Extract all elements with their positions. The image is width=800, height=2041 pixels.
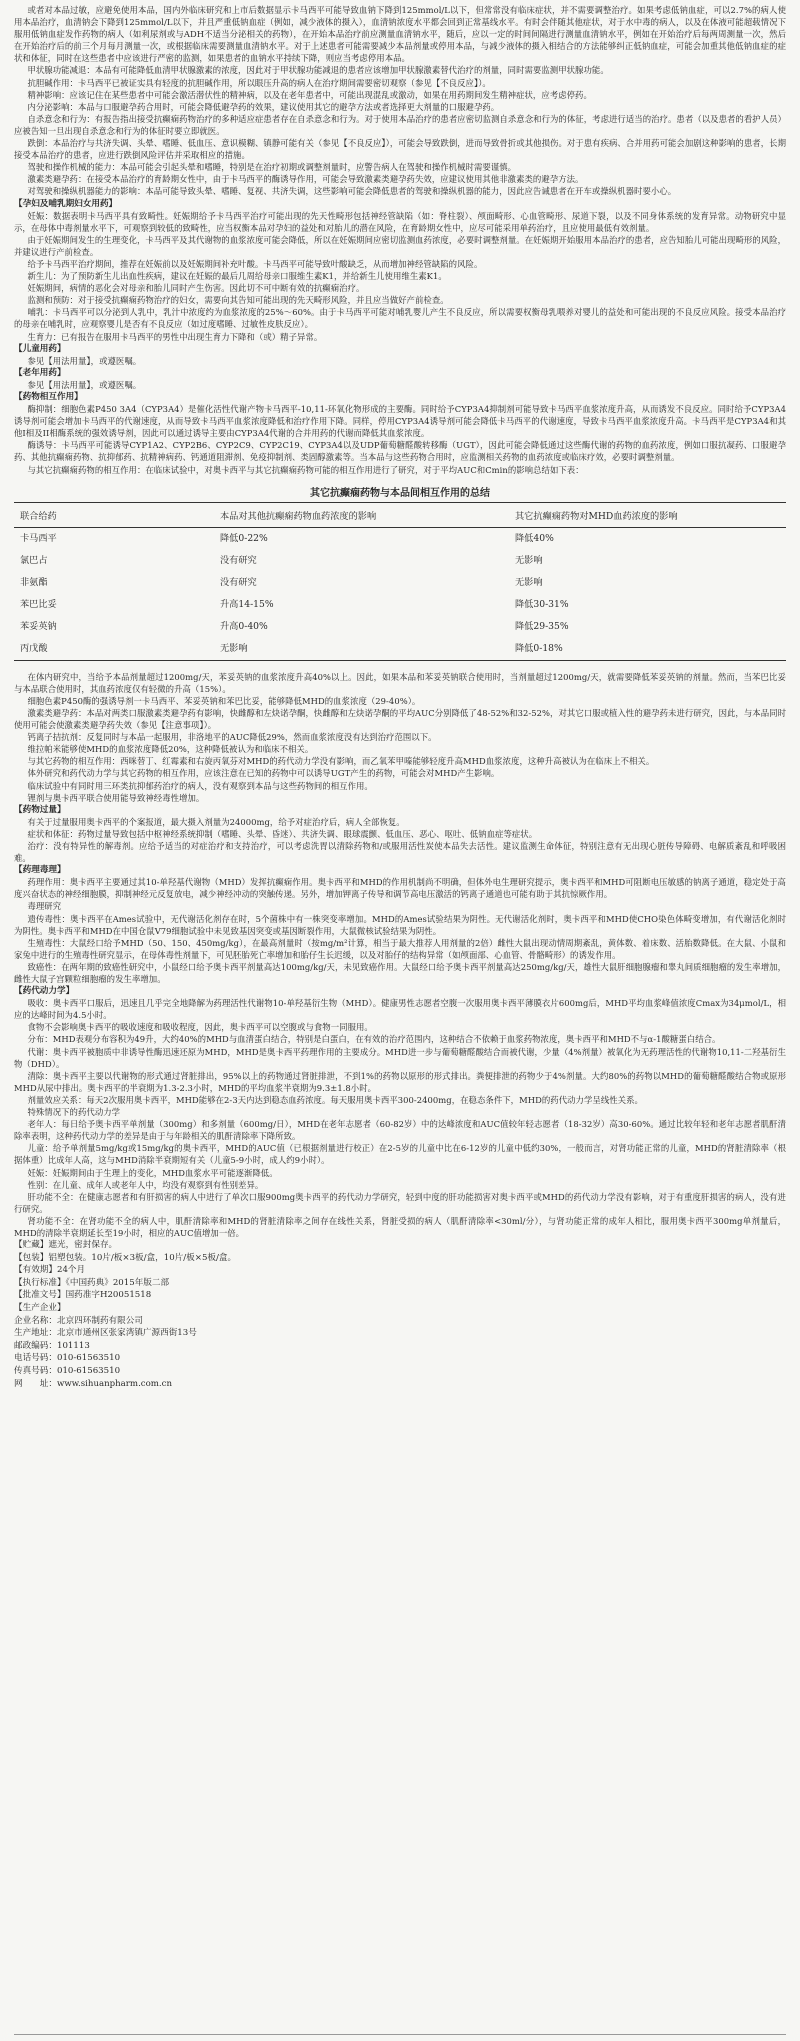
standard-line: [14, 1277, 786, 1290]
paragraph: 给予卡马西平治疗期间，推荐在妊娠前以及妊娠期间补充叶酸。卡马西平可能导致叶酸缺乏，从而增加神经管缺陷的风险。: [27, 258, 483, 269]
paragraph: 内分泌影响：本品与口服避孕药合用时，可能会降低避孕药的效果，建议使用其它的避孕方法或者选择更大剂量的口服避孕药。: [27, 101, 500, 112]
paragraph: 激素类避孕药：本品对两类口服激素类避孕药有影响，快雌醇和左炔诺孕酮，快雌醇和左炔诺孕酮的平均AUC分别降低了48-52%和32-52%，对其它口服或植入性的避孕药未进行研究，因此，与本品同时使用可能会使激素类避孕药失效（参见【注意事项】）。: [14, 707, 786, 731]
table-cell: 升高14-15%: [220, 598, 274, 610]
paragraph: 妊娠：妊娠期间由于生理上的变化，MHD血浆水平可能逐渐降低。: [27, 1167, 278, 1178]
paragraph: 临床试验中有同时用三环类抗抑郁药治疗的病人，没有观察到本品与这些药物间的相互作用。: [27, 780, 373, 791]
paragraph: 药理作用：奥卡西平主要通过其10-单羟基代谢物（MHD）发挥抗癫痫作用。奥卡西平和MHD的作用机制尚不明确，但体外电生理研究提示，奥卡西平和MHD可阻断电压敏感的钠离子通道，稳定处于高度兴奋状态的神经细胞膜，抑制神经元反复放电，减少神经冲动的突触传递。另外，增加钾离子传导和调节高电压激活的钙离子通道也可能有助于其抗惊厥作用。: [14, 877, 786, 900]
paragraph: 驾驶和操作机械的能力：本品可能会引起头晕和嗜睡，特别是在治疗初期或调整剂量时，应警告病人在驾驶和操作机械时需要谨慎。: [27, 162, 517, 173]
field-label: 【贮藏】: [14, 1240, 49, 1251]
field-label: 【执行标准】: [14, 1277, 66, 1288]
table-cell: 氯巴占: [20, 554, 48, 566]
paragraph: 跌倒：本品治疗与共济失调、头晕、嗜睡、低血压、意识模糊、镇静可能有关（参见【不良反应】），可能会导致跌倒，进而导致骨折或其他损伤。对于患有疾病、合并用药可能会加剧这种影响的患者，长期接受本品治疗的患者，应进行跌倒风险评估并采取相应的措施。: [14, 138, 786, 161]
table-cell: 卡马西平: [20, 532, 57, 544]
field-value: 010-61563510: [56, 1353, 121, 1364]
paragraph: 妊娠期间，病情的恶化会对母亲和胎儿同时产生伤害。因此切不可中断有效的抗癫痫治疗。: [27, 283, 365, 294]
table-title: 其它抗癫痫药物与本品间相互作用的总结: [310, 487, 490, 499]
table-cell: 降低0-18%: [515, 642, 563, 654]
section-heading: 【药代动力学】: [14, 986, 75, 997]
paragraph: 在体内研究中，当给予本品剂量超过1200mg/天，苯妥英钠的血浆浓度升高40%以上。因此，如果本品和苯妥英钠联合使用时，当剂量超过1200mg/天，就需要降低苯妥英钠的剂量。然而，当苯巴比妥与本品联合使用时，其血药浓度仅有轻微的升高（15%）。: [14, 671, 786, 694]
table-cell: 无影响: [220, 642, 248, 654]
field-label: 邮政编码：: [14, 1340, 57, 1351]
field-value: 《中国药典》2015年版二部: [65, 1277, 170, 1288]
paragraph: 妊娠：数据表明卡马西平具有致畸性。妊娠期给予卡马西平治疗可能出现的先天性畸形包括神经管缺陷（如：脊柱裂）、颅面畸形、心血管畸形、尿道下裂，以及不同身体系统的发育异常。动物研究中显示，在母体中毒剂量水平下，可观察到较低的致畸性，应当权衡本品对孕妇的益处和对胎儿的潜在风险，在育龄期女性中，应尽可能采用单药治疗，且应使用最低有效剂量。: [14, 210, 786, 233]
interaction-table: [14, 502, 786, 661]
paragraph: 酶诱导：卡马西平可能诱导CYP1A2、CYP2B6、CYP2C9、CYP2C19、CYP3A4以及UDP葡萄糖醛酸转移酶（UGT），因此可能会降低通过这些酶代谢的药物的血药浓度，例如口服抗凝药、口服避孕药、其他抗癫痫药物、抗抑郁药、抗精神病药、钙通道阻滞剂、免疫抑制剂、类固醇激素等。当本品与这些药物合用时，应监测相关药物的血药浓度或临床疗效，必要时调整剂量。: [14, 440, 786, 463]
field-value: 铝塑包装。10片/板×3板/盒，10片/板×5板/盒。: [48, 1252, 237, 1263]
table-cell: 非氨酯: [20, 576, 48, 588]
section-heading: 【儿童用药】: [14, 343, 66, 354]
table-cell: 无影响: [515, 576, 543, 588]
table-cell: 没有研究: [220, 576, 257, 588]
section-heading: 【药物过量】: [14, 804, 66, 815]
table-row: [14, 572, 786, 594]
field-label: 传真号码：: [14, 1366, 57, 1376]
section-heading: 【药物相互作用】: [14, 392, 83, 402]
table-cell: 无影响: [515, 554, 543, 566]
table-cell: 升高0-40%: [220, 620, 268, 632]
validity-line: [14, 1264, 786, 1277]
paragraph: 特殊情况下的药代动力学: [27, 1107, 121, 1118]
package-line: [14, 1252, 786, 1265]
paragraph: 精神影响：应该记住在某些患者中可能会激活潜伏性的精神病，以及在老年患者中，可能出现混乱或激动，如果在用药期间发生精神症状，应考虑停药。: [27, 89, 592, 100]
leaflet-page: [14, 0, 786, 2041]
paragraph: 吸收：奥卡西平口服后，迅速且几乎完全地降解为药理活性代谢物10-单羟基衍生物（MHD）。健康男性志愿者空腹一次服用奥卡西平薄膜衣片600mg后，MHD平均血浆峰值浓度Cmax为34μmol/L，相应的达峰时间为4.5小时。: [14, 998, 786, 1021]
field-value: 010-61563510: [56, 1366, 121, 1376]
manufacturer-line: [14, 1365, 786, 1378]
table-row: [14, 616, 786, 638]
manufacturer-heading: 【生产企业】: [14, 1303, 66, 1314]
paragraph: 食物不会影响奥卡西平的吸收速度和吸收程度，因此，奥卡西平可以空腹或与食物一同服用。: [27, 1022, 373, 1033]
pregnancy-section: [14, 198, 786, 343]
table-cell: 降低0-22%: [220, 532, 268, 544]
manufacturer-line: [14, 1315, 786, 1328]
field-value: 北京市通州区张家湾镇广源西街13号: [56, 1328, 197, 1339]
paragraph: 体外研究和药代动力学与其它药物的相互作用，应该注意在已知的药物中可以诱导UGT产生的药物，可能会对MHD产生影响。: [27, 768, 500, 779]
paragraph: 与其它抗癫痫药物的相互作用：在临床试验中，对奥卡西平与其它抗癫痫药物可能的相互作用进行了研究，对于平均AUC和Cmin的影响总结如下表：: [27, 464, 584, 475]
table-cell: 降低40%: [515, 532, 554, 544]
field-value: 24个月: [56, 1265, 86, 1276]
paragraph: 生育力：已有报告在服用卡马西平的男性中出现生育力下降和（或）精子异常。: [27, 331, 323, 342]
table-cell: 苯妥英钠: [20, 620, 57, 632]
paragraph: 治疗：没有特异性的解毒剂。应给予适当的对症治疗和支持治疗，可以考虑洗胃以清除药物和/或服用活性炭使本品失去活性。建议监测生命体征，特别注意有无出现心脏传导障碍、电解质紊乱和呼吸困难。: [14, 840, 786, 864]
paragraph: 激素类避孕药：在接受本品治疗的育龄期女性中，由于卡马西平的酶诱导作用，可能会导致激素类避孕药失效，应建议使用其他非激素类的避孕方法。: [27, 174, 584, 185]
table-header-row: [14, 502, 786, 527]
table-cell: 丙戊酸: [20, 642, 48, 654]
paragraph: 甲状腺功能减退：本品有可能降低血清甲状腺激素的浓度，因此对于甲状腺功能减退的患者应该增加甲状腺激素替代治疗的剂量，同时需要监测甲状腺功能。: [27, 65, 609, 76]
field-label: 电话号码：: [14, 1353, 57, 1364]
paragraph: 毒理研究: [27, 901, 62, 912]
geriatric-section: [14, 367, 786, 391]
paragraph: 对驾驶和操纵机器能力的影响：本品可能导致头晕、嗜睡、复视、共济失调，这些影响可能会降低患者的驾驶和操纵机器的能力，因此应告诫患者在开车或操纵机器时要小心。: [27, 186, 677, 197]
field-label: 【包装】: [14, 1252, 49, 1263]
paragraph: 致癌性：在两年期的致癌性研究中，小鼠经口给予奥卡西平剂量高达100mg/kg/天，未见致癌作用。大鼠经口给予奥卡西平剂量高达250mg/kg/天，雄性大鼠肝细胞腺瘤和睾丸间质细胞瘤的发生率增加，雌性大鼠子宫颗粒细胞瘤的发生率增加。: [14, 961, 786, 984]
paragraph: 哺乳：卡马西平可以分泌到人乳中，乳汁中浓度约为血浆浓度的25%～60%。由于卡马西平可能对哺乳婴儿产生不良反应，所以需要权衡母乳喂养对婴儿的益处和可能出现的不良反应风险。接受本品治疗的母亲在哺乳时，应观察婴儿是否有不良反应（如过度嗜睡、过敏性皮肤反应）。: [14, 307, 786, 330]
pharmacology-section: [14, 864, 786, 985]
product-info: [14, 1239, 786, 1390]
table-row: [14, 550, 786, 572]
field-value: 北京四环制药有限公司: [56, 1315, 143, 1326]
section-heading: 【药理毒理】: [14, 865, 66, 876]
paragraph: 参见【用法用量】，或遵医嘱。: [27, 355, 142, 366]
interaction-table-block: [14, 486, 786, 661]
paragraph: 锂剂与奥卡西平联合使用能导致神经毒性增加。: [27, 792, 205, 803]
manufacturer-line: [14, 1340, 786, 1353]
table-row: [14, 594, 786, 616]
paragraph: 抗胆碱作用：卡马西平已被证实具有轻度的抗胆碱作用，所以眼压升高的病人在治疗期间需要密切观察（参见【不良反应】）。: [27, 77, 491, 88]
table-row: [14, 638, 786, 661]
column-header: 本品对其他抗癫痫药物血药浓度的影响: [220, 510, 377, 522]
interactions-section: [14, 391, 786, 476]
paragraph: 分布：MHD表观分布容积为49升，大约40%的MHD与血清蛋白结合，特别是白蛋白，在有效的治疗范围内，这种结合不依赖于血浆药物浓度，奥卡西平和MHD不与α-1酸糖蛋白结合。: [27, 1034, 721, 1045]
pediatric-section: [14, 343, 786, 367]
field-label: 【有效期】: [14, 1265, 57, 1276]
paragraph: 儿童：给予单剂量5mg/kg或15mg/kg的奥卡西平，MHD的AUC值（已根据剂量进行校正）在2-5岁的儿童中比在6-12岁的儿童中低约30%，一般而言，对肾功能正常的儿童，MHD的肾脏清除率（根据体重）比成年人高，这与MHD消除半衰期短有关（儿童5-9小时，成人约9小时）。: [14, 1143, 786, 1166]
paragraph: 监测和预防：对于接受抗癫痫药物治疗的妇女，需要向其告知可能出现的先天畸形风险，并且应当做好产前检查。: [27, 295, 449, 306]
field-label: 【批准文号】: [14, 1290, 66, 1301]
paragraph: 酶抑制：细胞色素P450 3A4（CYP3A4）是催化活性代谢产物卡马西平-10,11-环氧化物形成的主要酶。同时给予CYP3A4抑制剂可能导致卡马西平血浆浓度升高，从而诱发不良反应。同时给予CYP3A4诱导剂可能会增加卡马西平的代谢速度，从而导致卡马西平血浆浓度降低和治疗作用下降。同样，停用CYP3A4诱导剂可能会降低卡马西平的代谢速度，导致卡马西平血浆浓度升高。卡马西平是CYP3A4和其他I相及II相酶系统的强效诱导剂，因此可以通过诱导主要由CYP3A4代谢的合并用药的代谢而降低其血浆浓度。: [14, 404, 786, 439]
overdose-section: [14, 804, 786, 864]
approval-line: [14, 1289, 786, 1302]
manufacturer-line: [14, 1378, 786, 1391]
paragraph: 有关于过量服用奥卡西平的个案报道，最大摄入剂量为24000mg，给予对症治疗后，病人全部恢复。: [27, 816, 405, 827]
precautions-continued: [14, 4, 786, 198]
table-cell: 降低29-35%: [515, 620, 569, 632]
field-label: 企业名称：: [14, 1315, 57, 1326]
paragraph: 或者对本品过敏，应避免使用本品，国内外临床研究和上市后数据显示卡马西平可能导致血钠下降到125mmol/L以下，但常常没有临床症状，并不需要调整治疗。如果考虑低钠血症，可以2.7%的病人使用本品治疗，血清钠会下降到125mmol/L以下，并且严重低钠血症（例如，减少液体的摄入），血清钠浓度水平都会回到正常基线水平。有时会伴随其他症状，对于水中毒的病人，以及在体液可能超载情况下服用低钠血症发作药物的病人（如利尿剂或与ADH不适当分泌相关的药物），在开始本品治疗前应测量血清钠水平，随后，应以一定的时间间隔进行测量血清钠水平，例如在开始治疗后每两周测量一次，然后在开始治疗后的前三个月每月测量一次，或根据临床需要测量血清钠水平。对于上述患者可能需要减少本品剂量或停用本品，与减少液体的摄入相结合的方法能够纠正低钠血症，可能会加重其他低钠血症的症状和体征，同时在这些患者中应该进行严密的监测，如果患者的血钠水平持续下降，则应当考虑停用本品。: [14, 5, 786, 64]
website-link[interactable]: www.sihuanpharm.com.cn: [56, 1378, 173, 1389]
section-heading: 【孕妇及哺乳期妇女用药】: [14, 198, 118, 209]
paragraph: 钙离子拮抗剂：反复同时与本品一起服用，非洛地平的AUC降低29%，然而血浆浓度没有达到治疗范围以下。: [27, 732, 437, 743]
paragraph: 遗传毒性：奥卡西平在Ames试验中，无代谢活化剂存在时，5个菌株中有一株突变率增加。MHD的Ames试验结果为阴性。无代谢活化剂时，奥卡西平和MHD使CHO染色体畸变增加，有代谢活化剂时为阴性。奥卡西平和MHD在中国仓鼠V79细胞试验中未见致基因突变或基因断裂作用，大鼠微核试验结果为阴性。: [14, 913, 786, 936]
paragraph: 参见【用法用量】，或遵医嘱。: [27, 379, 142, 390]
paragraph: 维拉帕米能够使MHD的血浆浓度降低20%，这种降低被认为和临床不相关。: [27, 744, 314, 755]
paragraph: 代谢：奥卡西平被胞质中非诱导性酶迅速还原为MHD，MHD是奥卡西平药理作用的主要成分。MHD进一步与葡萄糖醛酸结合而被代谢，少量（4%剂量）被氧化为无药理活性的代谢物10,11-二羟基衍生物（DHD）。: [14, 1046, 786, 1069]
paragraph: 症状和体征：药物过量导致包括中枢神经系统抑制（嗜睡、头晕、昏迷）、共济失调、眼球震颤、低血压、恶心、呕吐、低钠血症等症状。: [27, 828, 538, 839]
column-header: 其它抗癫痫药物对MHD血药浓度的影响: [515, 510, 678, 522]
table-row: [14, 527, 786, 550]
table-cell: 没有研究: [220, 554, 257, 566]
storage-line: [14, 1239, 786, 1252]
paragraph: 肾功能不全：在肾功能不全的病人中，肌酐清除率和MHD的肾脏清除率之间存在线性关系，肾脏受损的病人（肌酐清除率<30ml/分），与肾功能正常的成年人相比，服用奥卡西平300mg单剂量后，MHD的清除半衰期延长至19小时，相应的AUC值增加一倍。: [14, 1215, 786, 1238]
section-heading: 【老年用药】: [14, 367, 66, 378]
manufacturer-line: [14, 1352, 786, 1365]
table-cell: 苯巴比妥: [20, 598, 57, 610]
bottom-divider: [14, 2034, 786, 2035]
paragraph: 性别：在儿童、成年人或老年人中，均没有观察到有性别差异。: [27, 1179, 264, 1190]
paragraph: 肝功能不全：在健康志愿者和有肝损害的病人中进行了单次口服900mg奥卡西平的药代动力学研究，轻到中度的肝功能损害对奥卡西平或MHD的药代动力学没有影响，对于有重度肝损害的病人，没有进行研究。: [14, 1191, 786, 1214]
field-label: 网 址：: [14, 1378, 57, 1389]
field-value: 101113: [56, 1340, 90, 1351]
field-label: 生产地址：: [14, 1328, 57, 1339]
pharmacokinetics-section: [14, 985, 786, 1239]
paragraph: 剂量效应关系：每天2次服用奥卡西平，MHD能够在2-3天内达到稳态血药浓度。每天服用奥卡西平300-2400mg，在稳态条件下，MHD的药代动力学呈线性关系。: [27, 1094, 643, 1105]
paragraph: 细胞色素P450酶的强诱导剂一卡马西平、苯妥英钠和苯巴比妥，能够降低MHD的血浆浓度（29-40%）。: [27, 695, 421, 706]
field-value: 国药准字H20051518: [65, 1290, 152, 1301]
manufacturer-line: [14, 1327, 786, 1340]
paragraph: 清除：奥卡西平主要以代谢物的形式通过肾脏排出，95%以上的药物通过肾脏排泄，不到1%的药物以原形的形式排出。粪便排泄的药物少于4%剂量。大约80%的药物以MHD的葡萄糖醛酸结合物或原形MHD从尿中排出。奥卡西平的半衰期为1.3-2.3小时，MHD的平均血浆半衰期为9.3±1.8小时。: [14, 1070, 786, 1093]
paragraph: 生殖毒性：大鼠经口给予MHD（50、150、450mg/kg），在最高剂量时（按mg/m²计算，相当于最大推荐人用剂量的2倍）雌性大鼠出现动情周期紊乱，黄体数、着床数、活胎数降低。在大鼠、小鼠和家兔中进行的生殖毒性研究显示，在母体毒性剂量下，可见胚胎死亡率增加和胎仔生长迟缓，以及对胎仔的结构异常（如颅面部、心血管、骨骼畸形）的诱发作用。: [14, 937, 786, 960]
paragraph: 与其它药物的相互作用：西咪替丁、红霉素和右旋丙氧芬对MHD的药代动力学没有影响，而乙氧苯甲嗪能够轻度升高MHD血浆浓度，这种升高被认为在临床上不相关。: [27, 756, 655, 767]
paragraph: 老年人：每日给予奥卡西平单剂量（300mg）和多剂量（600mg/日），MHD在老年志愿者（60-82岁）中的达峰浓度和AUC值较年轻志愿者（18-32岁）高30-60%。通过比较年轻和老年志愿者肌酐清除率表明，这种药代动力学的差异是由于与年龄相关的肌酐清除率下降所致。: [14, 1119, 786, 1142]
field-value: 遮光，密封保存。: [48, 1240, 118, 1251]
paragraph: 由于妊娠期间发生的生理变化，卡马西平及其代谢物的血浆浓度可能会降低，所以在妊娠期间应密切监测血药浓度，必要时调整剂量。在妊娠期开始服用本品治疗的患者，应告知胎儿可能出现畸形的风险，并建议进行产前检查。: [14, 234, 786, 257]
paragraph: 自杀意念和行为：有报告指出接受抗癫痫药物治疗的多种适应症患者存在自杀意念和行为。对于使用本品治疗的患者应密切监测自杀意念和行为的体征，考虑进行适当的治疗。患者（以及患者的看护人员）应被告知一旦出现自杀意念和行为的体征时要立即就医。: [14, 113, 786, 136]
paragraph: 新生儿：为了预防新生儿出血性疾病，建议在妊娠的最后几周给母亲口服维生素K1，并给新生儿使用维生素K1。: [27, 271, 447, 282]
table-cell: 降低30-31%: [515, 598, 569, 610]
column-header: 联合给药: [20, 510, 57, 522]
interactions-continued: [14, 671, 786, 804]
